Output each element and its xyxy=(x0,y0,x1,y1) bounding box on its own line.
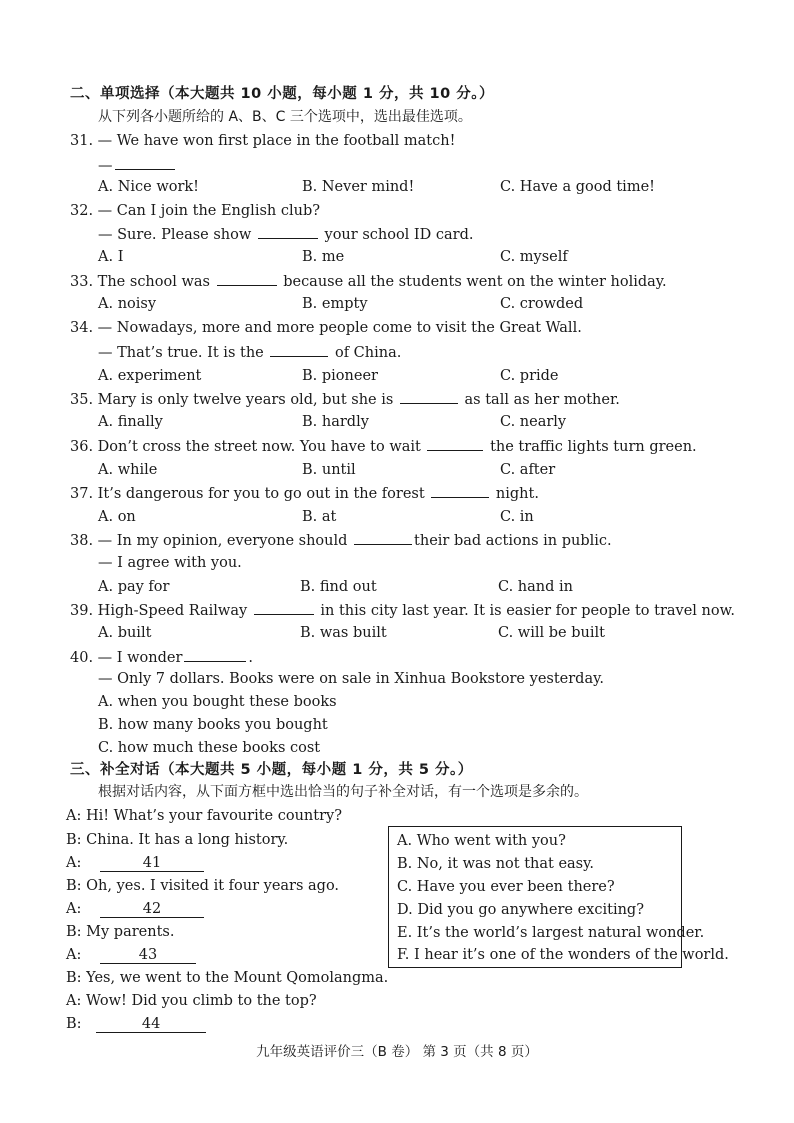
question-31 xyxy=(70,131,455,151)
dialogue-line: A: Wow! Did you climb to the top? xyxy=(66,993,317,1009)
question-35: 35. Mary is only twelve years old, but she is as tall as her mother. xyxy=(70,389,620,410)
question-38: 38. — In my opinion, everyone should their bad actions in public. xyxy=(70,530,612,551)
question-37: 37. It’s dangerous for you to go out in the forest night. xyxy=(70,483,539,504)
question-32-reply: — Sure. Please show your school ID card. xyxy=(98,224,473,245)
question-38-reply: — I agree with you. xyxy=(98,555,242,571)
section3-instruction: 根据对话内容，从下面方框中选出恰当的句子补全对话，有一个选项是多余的。 xyxy=(98,784,588,800)
option-a: A. when you bought these books xyxy=(98,694,337,710)
question-34-reply: — That’s true. It is the of China. xyxy=(98,342,401,363)
option-a: A. pay for xyxy=(98,579,170,595)
section2-heading: 二、单项选择（本大题共 10 小题，每小题 1 分，共 10 分。） xyxy=(70,86,494,102)
answer-blank xyxy=(115,155,175,170)
option-b: B. at xyxy=(302,509,337,525)
answer-blank xyxy=(184,647,246,662)
option-a: A. finally xyxy=(98,414,163,430)
option-c: C. how much these books cost xyxy=(98,740,321,756)
question-33: 33. The school was because all the students went on the winter holiday. xyxy=(70,271,667,292)
option-c: C. crowded xyxy=(500,296,584,312)
answer-blank xyxy=(400,389,458,404)
option-c: C. hand in xyxy=(498,579,573,595)
dialogue-line: B: Yes, we went to the Mount Qomolangma. xyxy=(66,970,389,986)
dialogue-line: B: My parents. xyxy=(66,924,175,940)
option-a: A. Nice work! xyxy=(98,179,200,195)
box-option-e: E. It’s the world’s largest natural wonder. xyxy=(397,925,705,941)
question-40-reply: — Only 7 dollars. Books were on sale in Xinhua Bookstore yesterday. xyxy=(98,671,604,687)
option-a: A. noisy xyxy=(98,296,157,312)
option-c: C. nearly xyxy=(500,414,567,430)
option-b: B. how many books you bought xyxy=(98,717,328,733)
answer-blank xyxy=(258,224,318,239)
option-a: A. built xyxy=(98,625,152,641)
box-option-b: B. No, it was not that easy. xyxy=(397,856,594,872)
question-36: 36. Don’t cross the street now. You have to wait the traffic lights turn green. xyxy=(70,436,697,457)
dialogue-line: A: Hi! What’s your favourite country? xyxy=(66,808,342,824)
option-c: C. after xyxy=(500,462,556,478)
dialogue-line: A: 41 xyxy=(66,853,204,873)
dialogue-line: B: China. It has a long history. xyxy=(66,832,289,848)
option-c: C. myself xyxy=(500,249,568,265)
blank-43: 43 xyxy=(100,947,196,964)
answer-blank xyxy=(270,342,328,357)
answer-blank xyxy=(354,530,412,545)
section3-heading: 三、补全对话（本大题共 5 小题，每小题 1 分，共 5 分。） xyxy=(70,762,473,778)
option-b: B. me xyxy=(302,249,345,265)
option-b: B. find out xyxy=(300,579,377,595)
option-b: B. empty xyxy=(302,296,368,312)
question-31-reply: — xyxy=(98,155,177,176)
answer-blank xyxy=(217,271,277,286)
box-option-f: F. I hear it’s one of the wonders of the world. xyxy=(397,947,729,963)
page-footer: 九年级英语评价三（B 卷） 第 3 页（共 8 页） xyxy=(256,1044,538,1060)
option-a: A. experiment xyxy=(98,368,202,384)
box-option-a: A. Who went with you? xyxy=(397,833,566,849)
section2-instruction: 从下列各小题所给的 A、B、C 三个选项中，选出最佳选项。 xyxy=(98,109,472,125)
options-box xyxy=(388,826,729,968)
option-b: B. pioneer xyxy=(302,368,378,384)
dialogue-line: A: 43 xyxy=(66,945,196,965)
answer-blank xyxy=(254,600,314,615)
option-c: C. Have a good time! xyxy=(500,179,655,195)
blank-42: 42 xyxy=(100,901,204,918)
answer-blank xyxy=(427,436,483,451)
answer-blank xyxy=(431,483,489,498)
question-40: 40. — I wonder . xyxy=(70,647,253,668)
question-text: — We have won first place in the football match! xyxy=(97,133,456,149)
option-c: C. pride xyxy=(500,368,559,384)
option-b: B. until xyxy=(302,462,356,478)
option-a: A. I xyxy=(98,249,124,265)
question-39: 39. High-Speed Railway in this city last year. It is easier for people to travel now. xyxy=(70,600,735,621)
option-c: C. in xyxy=(500,509,534,525)
question-32: 32. — Can I join the English club? xyxy=(70,203,320,219)
box-option-c: C. Have you ever been there? xyxy=(397,879,615,895)
box-option-d: D. Did you go anywhere exciting? xyxy=(397,902,644,918)
option-a: A. on xyxy=(98,509,136,525)
blank-44: 44 xyxy=(96,1016,206,1033)
dialogue-line: B: 44 xyxy=(66,1014,206,1034)
dialogue-line: B: Oh, yes. I visited it four years ago. xyxy=(66,878,340,894)
option-c: C. will be built xyxy=(498,625,605,641)
option-b: B. was built xyxy=(300,625,387,641)
dialogue-line: A: 42 xyxy=(66,899,204,919)
option-b: B. hardly xyxy=(302,414,369,430)
blank-41: 41 xyxy=(100,855,204,872)
option-a: A. while xyxy=(98,462,158,478)
question-number: 31. xyxy=(70,133,94,149)
option-b: B. Never mind! xyxy=(302,179,415,195)
question-34: 34. — Nowadays, more and more people come to visit the Great Wall. xyxy=(70,320,582,336)
